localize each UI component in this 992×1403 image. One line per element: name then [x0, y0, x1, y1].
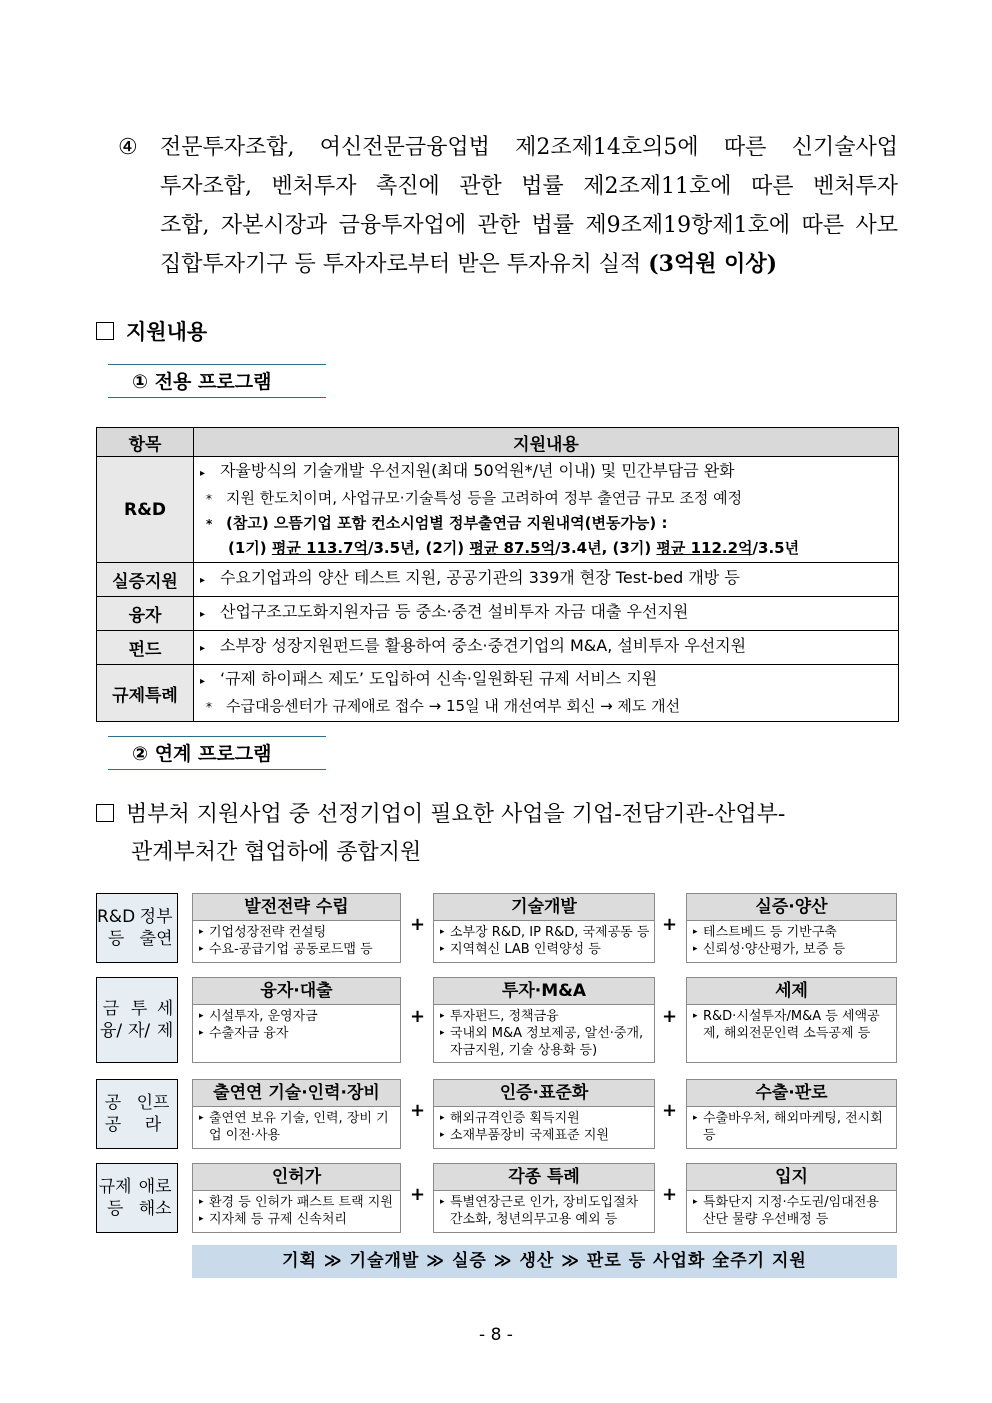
- bullet-icon: ▸: [440, 1011, 445, 1021]
- rd-g1-term: /3.5년,: [368, 539, 426, 557]
- support-table: [96, 427, 899, 722]
- program-card-item-text: 환경 등 인허가 패스트 트랙 지원: [209, 1195, 393, 1210]
- program-card-item: [693, 1110, 892, 1144]
- program-card: [192, 893, 401, 963]
- program-card-body: [687, 1191, 896, 1228]
- program-card-item: [199, 1194, 396, 1211]
- plus-icon: +: [410, 1184, 426, 1205]
- item-4-line-2: 투자조합, 벤처투자 촉진에 관한 법률 제2조제11호에 따른 벤처투자: [160, 174, 898, 199]
- program-card-title: 융자·대출: [193, 978, 400, 1005]
- rd-g1-label: (1기): [228, 539, 272, 557]
- program-card-title: 인증·표준화: [434, 1080, 654, 1107]
- program-card-item: [440, 1194, 650, 1228]
- bullet-icon: ▸: [199, 1011, 204, 1021]
- grid-row-label-line: 공공: [104, 1093, 122, 1135]
- row-content-regulation: [194, 665, 899, 722]
- program-card-title: 출연연 기술·인력·장비: [193, 1080, 400, 1107]
- plus-icon: +: [410, 1006, 426, 1027]
- bullet-icon: ▸: [440, 1197, 445, 1207]
- bullet-icon: ▸: [693, 1113, 698, 1123]
- program-card-item-text: 수요-공급기업 공동로드맵 등: [209, 942, 373, 957]
- rd-g2-term: /3.4년,: [555, 539, 613, 557]
- bullet-icon: ▸: [440, 1130, 445, 1140]
- demo-text: 수요기업과의 양산 테스트 지원, 공공기관의 339개 현장 Test-bed 개방 등: [220, 568, 740, 587]
- row-label-rd: R&D: [97, 457, 194, 563]
- table-row-rd: [97, 457, 899, 563]
- bullet-icon: ▸: [199, 1028, 204, 1038]
- program-card: [433, 977, 655, 1063]
- bullet-icon: ▸: [199, 1214, 204, 1224]
- program-card-item: [693, 1194, 892, 1228]
- program-card-item-text: 테스트베드 등 기반구축: [703, 925, 837, 940]
- program-1-title: ① 전용 프로그램: [108, 364, 326, 398]
- rd-g3-value: 평균 112.2억: [656, 539, 753, 557]
- program-card-item: [440, 1110, 650, 1127]
- program-card-body: [193, 1005, 400, 1042]
- program-card: [192, 1079, 401, 1149]
- grid-row-label-line: R&D 등: [97, 907, 136, 949]
- bullet-icon: ▸: [693, 1011, 698, 1021]
- grid-row-label: [96, 977, 178, 1063]
- program-card-title: 입지: [687, 1164, 896, 1191]
- rd-g3-term: /3.5년: [752, 539, 800, 557]
- plus-icon: +: [662, 1100, 678, 1121]
- reg-line-2: 수급대응센터가 규제애로 접수 → 15일 내 개선여부 회신 → 제도 개선: [226, 697, 681, 715]
- fund-text: 소부장 성장지원펀드를 활용하여 중소·중견기업의 M&A, 설비투자 우선지원: [220, 636, 747, 655]
- row-content-demo: [194, 563, 899, 597]
- program-card-body: [193, 1191, 400, 1228]
- row-label-regulation: 규제특례: [97, 665, 194, 722]
- row-content-loan: [194, 597, 899, 631]
- bullet-icon: ▸: [440, 944, 445, 954]
- program-card-body: [193, 1107, 400, 1144]
- bullet-icon: ▸: [440, 927, 445, 937]
- program-card-item: [440, 924, 650, 941]
- program-card-title: 발전전략 수립: [193, 894, 400, 921]
- bullet-icon: ▸: [200, 468, 206, 479]
- program-card-item-text: 소재부품장비 국제표준 지원: [450, 1128, 609, 1143]
- table-row-fund: [97, 631, 899, 665]
- item-4-threshold: (3억원 이상): [648, 251, 778, 277]
- rd-line-2: 지원 한도치이며, 사업규모·기술특성 등을 고려하여 정부 출연금 규모 조정 예정: [226, 489, 743, 507]
- rd-g1-value: 평균 113.7억: [271, 539, 369, 557]
- program-card-title: 실증·양산: [687, 894, 896, 921]
- rd-g3-label: (3기): [612, 539, 657, 557]
- row-label-loan: 융자: [97, 597, 194, 631]
- program-card-body: [687, 921, 896, 958]
- program-card-item-text: 수출자금 융자: [209, 1026, 289, 1041]
- row-content-rd: [194, 457, 899, 563]
- item-4-marker: ④: [118, 135, 138, 160]
- program-card: [192, 977, 401, 1063]
- program-card-body: [434, 1107, 654, 1144]
- rd-g2-value: 평균 87.5억: [469, 539, 556, 557]
- program-card-item: [440, 1127, 650, 1144]
- program-card: [433, 1079, 655, 1149]
- program-card: [686, 1079, 897, 1149]
- item-4-line-4-text: 집합투자기구 등 투자자로부터 받은 투자유치 실적: [160, 252, 649, 277]
- plus-icon: +: [662, 914, 678, 935]
- program-card-body: [434, 1005, 654, 1059]
- rd-line-4: [200, 536, 892, 560]
- row-content-fund: [194, 631, 899, 665]
- section-heading: [96, 316, 207, 346]
- bullet-icon: ▸: [440, 1028, 445, 1038]
- grid-row-label-line: 인프라: [136, 1093, 170, 1135]
- program-card: [192, 1163, 401, 1233]
- program-card: [686, 893, 897, 963]
- plus-icon: +: [410, 914, 426, 935]
- program-card-title: 투자·M&A: [434, 978, 654, 1005]
- plus-icon: +: [662, 1184, 678, 1205]
- program-card-body: [193, 921, 400, 958]
- section-title: 지원내용: [126, 320, 208, 344]
- bullet-icon: ▸: [693, 927, 698, 937]
- program-card-item-text: 국내외 M&A 정보제공, 알선·중개, 자금지원, 기술 상용화 등): [450, 1026, 644, 1058]
- grid-row-label-line: 투자/: [127, 999, 151, 1041]
- rd-g2-label: (2기): [425, 539, 470, 557]
- plus-icon: +: [662, 1006, 678, 1027]
- bullet-icon: ▸: [440, 1113, 445, 1123]
- grid-row-label: [96, 893, 178, 963]
- program-card-item-text: 수출바우처, 해외마케팅, 전시회 등: [703, 1111, 883, 1143]
- item-4-line-1: 전문투자조합, 여신전문금융업법 제2조제14호의5에 따른 신기술사업: [160, 135, 898, 160]
- program-card-item: [199, 1008, 396, 1025]
- intro-paragraph: [96, 796, 898, 872]
- grid-row-label-line: 애로해소: [138, 1177, 172, 1219]
- row-label-fund: 펀드: [97, 631, 194, 665]
- grid-row-label: [96, 1079, 178, 1149]
- program-card-body: [687, 1107, 896, 1144]
- program-card-item-text: 신뢰성·양산평가, 보증 등: [703, 942, 846, 957]
- program-card-item: [440, 1008, 650, 1025]
- program-card: [433, 893, 655, 963]
- program-card-item-text: 투자펀드, 정책금융: [450, 1009, 559, 1024]
- program-card-item: [693, 1008, 892, 1042]
- header-content: 지원내용: [194, 428, 899, 457]
- program-card-item: [199, 1025, 396, 1042]
- program-card-item-text: 지역혁신 LAB 인력양성 등: [450, 942, 601, 957]
- program-card-item-text: 기업성장전략 컨설팅: [209, 925, 327, 940]
- program-card-body: [687, 1005, 896, 1042]
- program-card-item: [199, 941, 396, 958]
- lifecycle-banner: 기획 ≫ 기술개발 ≫ 실증 ≫ 생산 ≫ 판로 등 사업화 全주기 지원: [192, 1245, 897, 1278]
- program-card-body: [434, 921, 654, 958]
- program-card: [686, 977, 897, 1063]
- intro-line-2: 관계부처간 협업하에 종합지원: [131, 840, 422, 865]
- program-card: [433, 1163, 655, 1233]
- bullet-icon: ▸: [199, 1113, 204, 1123]
- rd-line-1: 자율방식의 기술개발 우선지원(최대 50억원*/년 이내) 및 민간부담금 완화: [220, 461, 735, 480]
- program-card-item-text: 소부장 R&D, IP R&D, 국제공동 등: [450, 925, 650, 940]
- bullet-icon: ▸: [693, 1197, 698, 1207]
- plus-icon: +: [410, 1100, 426, 1121]
- checkbox-square-icon: [96, 322, 114, 340]
- bullet-icon: ▸: [199, 927, 204, 937]
- intro-line-1: 범부처 지원사업 중 선정기업이 필요한 사업을 기업-전담기관-산업부-: [126, 802, 786, 827]
- bullet-icon: ▸: [200, 643, 206, 654]
- grid-row-label-line: 금융/: [99, 999, 123, 1041]
- program-card-item: [199, 1110, 396, 1144]
- page-number: - 8 -: [479, 1325, 513, 1345]
- loan-text: 산업구조고도화지원자금 등 중소·중견 설비투자 자금 대출 우선지원: [220, 602, 689, 621]
- program-card-item-text: 지자체 등 규제 신속처리: [209, 1212, 347, 1227]
- bullet-icon: ▸: [199, 944, 204, 954]
- program-card-item: [693, 941, 892, 958]
- checkbox-square-icon: [96, 804, 114, 822]
- grid-row-label-line: 세제: [156, 999, 174, 1041]
- bullet-icon: ▸: [200, 575, 206, 586]
- program-card: [686, 1163, 897, 1233]
- item-4-paragraph: [118, 128, 898, 284]
- program-card-item: [440, 1025, 650, 1059]
- program-card-item: [199, 1211, 396, 1228]
- grid-row-label: [96, 1163, 178, 1233]
- rd-line-3: (참고) 으뜸기업 포함 컨소시엄별 정부출연금 지원내역(변동가능) :: [226, 514, 668, 532]
- program-card-item: [199, 924, 396, 941]
- bullet-icon: ▸: [199, 1197, 204, 1207]
- asterisk-icon: *: [206, 700, 212, 714]
- table-row-loan: [97, 597, 899, 631]
- asterisk-icon: *: [206, 517, 213, 531]
- program-card-item-text: 특별연장근로 인가, 장비도입절차 간소화, 청년의무고용 예외 등: [450, 1195, 639, 1227]
- item-4-line-3: 조합, 자본시장과 금융투자업에 관한 법률 제9조제19항제1호에 따른 사모: [160, 213, 898, 238]
- bullet-icon: ▸: [200, 609, 206, 620]
- program-card-item-text: R&D·시설투자/M&A 등 세액공제, 해외전문인력 소득공제 등: [703, 1009, 880, 1041]
- program-card-title: 기술개발: [434, 894, 654, 921]
- program-card-item-text: 특화단지 지정·수도권/임대전용 산단 물량 우선배정 등: [703, 1195, 879, 1227]
- program-card-item-text: 시설투자, 운영자금: [209, 1009, 318, 1024]
- reg-line-1: ‘규제 하이패스 제도’ 도입하여 신속·일원화된 규제 서비스 지원: [220, 669, 658, 688]
- header-item: 항목: [97, 428, 194, 457]
- program-card-item-text: 해외규격인증 획득지원: [450, 1111, 580, 1126]
- program-card-title: 각종 특례: [434, 1164, 654, 1191]
- program-card-item: [440, 941, 650, 958]
- program-card-item-text: 출연연 보유 기술, 인력, 장비 기업 이전·사용: [209, 1111, 389, 1143]
- table-row-regulation: [97, 665, 899, 722]
- table-row-demo: [97, 563, 899, 597]
- program-card-title: 수출·판로: [687, 1080, 896, 1107]
- bullet-icon: ▸: [200, 676, 206, 687]
- bullet-icon: ▸: [693, 944, 698, 954]
- asterisk-icon: *: [206, 492, 212, 506]
- program-2-title: ② 연계 프로그램: [108, 736, 326, 770]
- program-card-body: [434, 1191, 654, 1228]
- grid-row-label-line: 규제 등: [98, 1177, 132, 1219]
- grid-row-label-line: 정부출연: [139, 907, 173, 949]
- table-header-row: [97, 428, 899, 457]
- item-4-line-4: [160, 245, 898, 284]
- program-card-item: [693, 924, 892, 941]
- row-label-demo: 실증지원: [97, 563, 194, 597]
- program-card-title: 세제: [687, 978, 896, 1005]
- program-card-title: 인허가: [193, 1164, 400, 1191]
